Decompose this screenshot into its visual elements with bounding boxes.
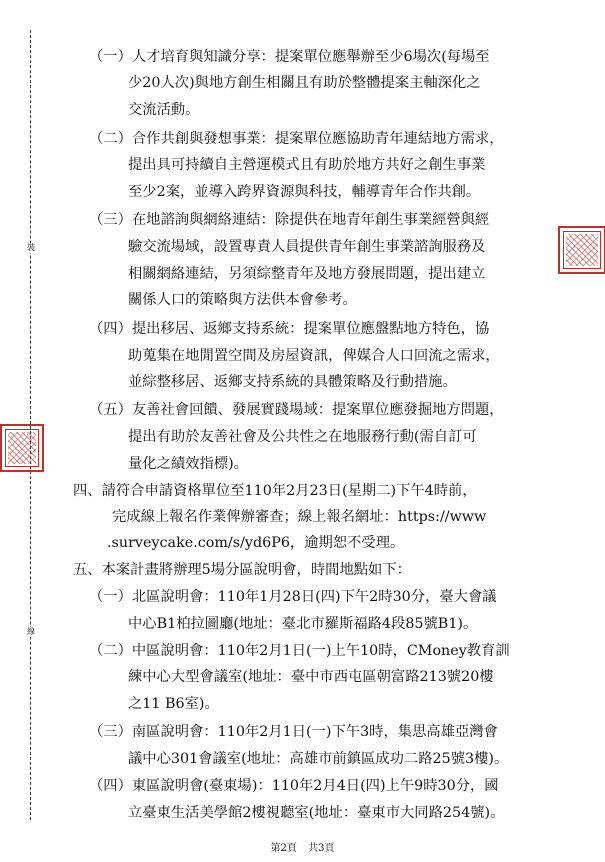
section-1-line-2: 少20人次)與地方創生相關且有助於整體提案主軸深化之 — [128, 75, 481, 91]
section-3-line-1: （三）在地諮詢與網絡連結：除提供在地青年創生事業經營與經 — [89, 212, 490, 228]
official-seal-stamp-right — [558, 226, 605, 274]
section-2-line-3: 至少2案，並導入跨界資源與科技，輔導青年合作共創。 — [128, 184, 481, 200]
meeting-2-line-3: 之11 B6室)。 — [128, 696, 219, 712]
section-3-line-3: 相關網絡連結，另須綜整青年及地方發展問題，提出建立 — [128, 266, 486, 282]
meeting-1-line-2: 中心B1柏拉圖廳(地址：臺北市羅斯福路4段85號B1)。 — [128, 616, 478, 632]
section-4-line-1: （四）提出移居、返鄉支持系統：提案單位應盤點地方特色，協 — [89, 321, 490, 337]
paragraph-4-line-2: 完成線上報名作業俾辦審查；線上報名網址：https://www — [112, 509, 487, 525]
meeting-1-line-1: （一）北區說明會：110年1月28日(四)下午2時30分，臺大會議 — [89, 589, 497, 605]
page-total: 共3頁 — [308, 843, 335, 854]
page-footer — [0, 839, 605, 854]
section-1-line-1: （一）人才培育與知識分享：提案單位應舉辦至少6場次(每場至 — [89, 49, 490, 65]
paragraph-5-line-1: 五、本案計畫將辦理5場分區說明會，時間地點如下： — [73, 562, 411, 578]
section-4-line-3: 並綜整移居、返鄉支持系統的具體策略及行動措施。 — [128, 374, 457, 390]
meeting-2-line-2: 練中心大型會議室(地址：臺中市西屯區朝富路213號20樓 — [128, 669, 494, 685]
section-1-line-3: 交流活動。 — [128, 102, 200, 118]
section-2-line-1: （二）合作共創與發想事業：提案單位應協助青年連結地方需求， — [89, 131, 504, 147]
section-5-line-2: 提出有助於友善社會及公共性之在地服務行動(需自訂可 — [128, 429, 477, 445]
section-3-line-2: 驗交流場域，設置專責人員提供青年創生事業諮詢服務及 — [128, 239, 486, 255]
section-5-line-3: 量化之績效指標)。 — [128, 456, 248, 472]
meeting-4-line-2: 立臺東生活美學館2樓視聽室(地址：臺東市大同路254號)。 — [128, 805, 505, 821]
section-2-line-2: 提出具可持續自主營運模式且有助於地方共好之創生事業 — [128, 157, 486, 173]
section-3-line-4: 關係人口的策略與方法供本會參考。 — [128, 292, 357, 308]
binding-mark-bottom: 線 — [24, 627, 38, 637]
meeting-3-line-2: 議中心301會議室(地址：高雄市前鎮區成功二路25號3樓)。 — [128, 751, 509, 767]
section-4-line-2: 助蒐集在地閒置空間及房屋資訊，俾媒合人口回流之需求， — [128, 348, 500, 364]
official-seal-stamp-left — [0, 424, 44, 472]
page-number: 第2頁 — [270, 843, 297, 854]
paragraph-4-line-1: 四、請符合申請資格單位至110年2月23日(星期二)下午4時前， — [73, 483, 477, 499]
meeting-4-line-1: （四）東區說明會(臺東場)：110年2月4日(四)上午9時30分，國 — [89, 778, 499, 794]
paragraph-4-line-3: .surveycake.com/s/yd6P6，逾期恕不受理。 — [107, 535, 405, 551]
binding-mark-top: 裝 — [24, 243, 38, 253]
meeting-2-line-1: （二）中區說明會：110年2月1日(一)上午10時，CMoney教育訓 — [89, 643, 510, 659]
meeting-3-line-1: （三）南區說明會：110年2月1日(一)下午3時，集思高雄亞灣會 — [89, 724, 498, 740]
section-5-line-1: （五）友善社會回饋、發展實踐場域：提案單位應發掘地方問題， — [89, 402, 504, 418]
